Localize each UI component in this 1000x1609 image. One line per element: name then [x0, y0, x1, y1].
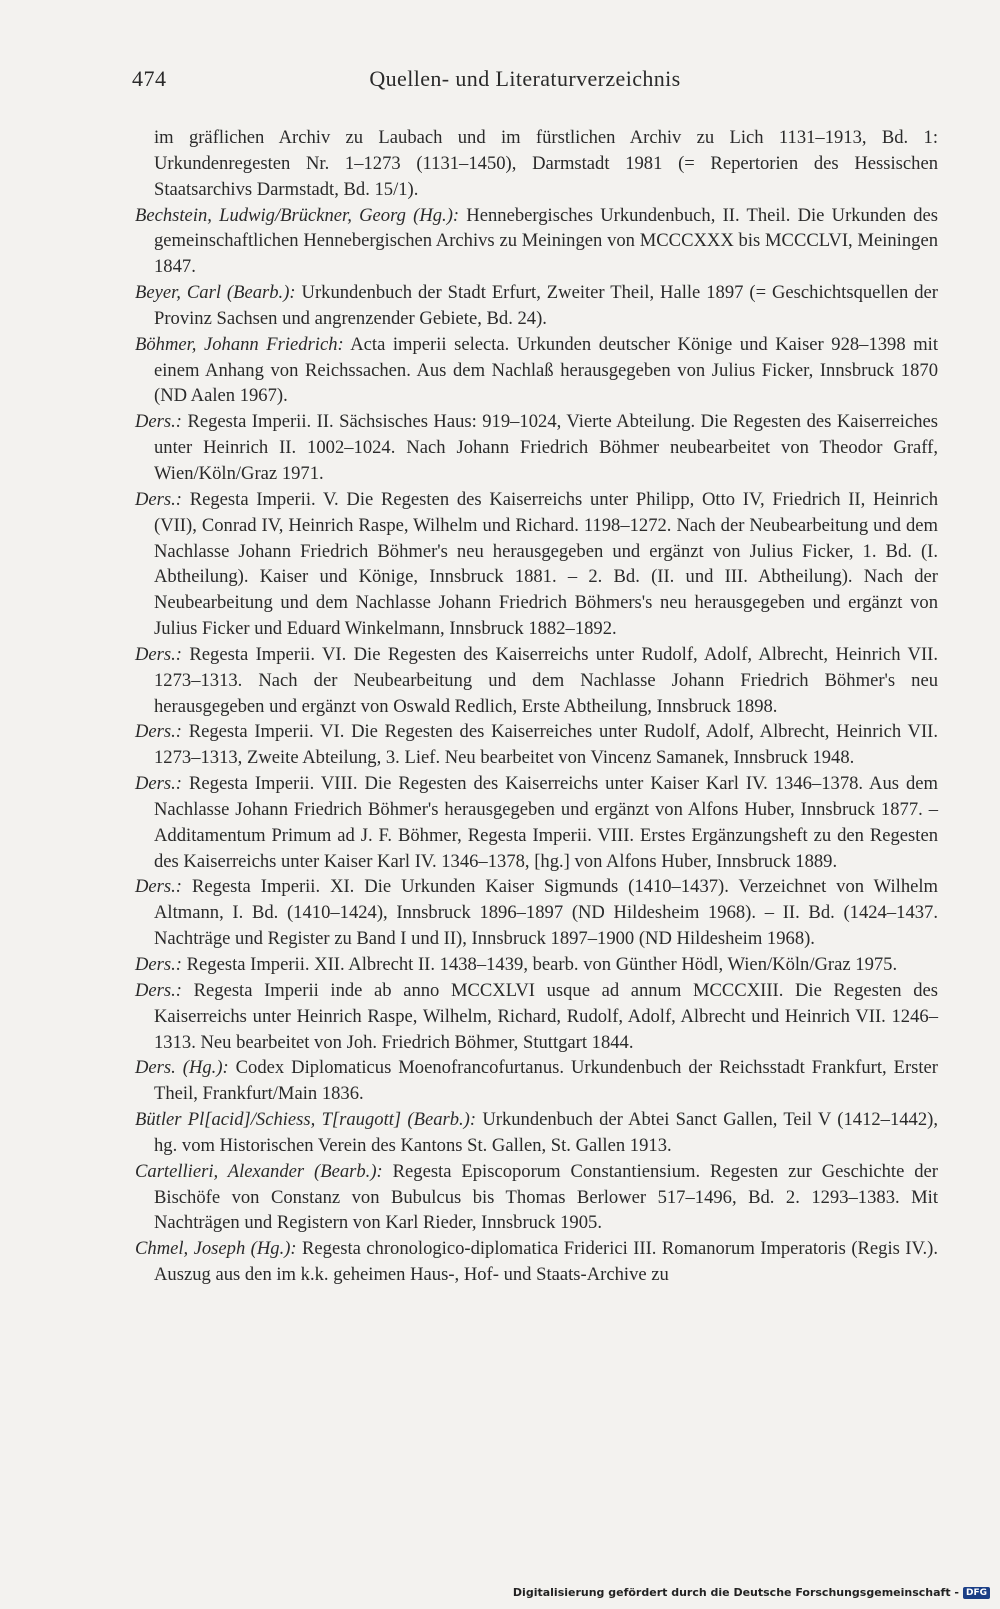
entry-text: im gräflichen Archiv zu Laubach und im fürstlichen Archiv zu Lich 1131–1913, Bd. 1: Urkundenregesten Nr. 1–1273 (1131–1450), Darmstadt 1981 (= Repertorien des Hessischen Staatsarchivs Darmstadt, Bd. 15/1). — [154, 127, 938, 200]
bibliography-entry — [135, 280, 938, 332]
entry-author: Beyer, Carl (Bearb.): — [135, 282, 296, 304]
bibliography-entry — [135, 1055, 938, 1107]
digitization-footer — [513, 1586, 990, 1599]
entry-author: Ders.: — [135, 721, 182, 743]
bibliography-entry — [135, 978, 938, 1056]
entry-text: Regesta Imperii. VI. Die Regesten des Kaiserreichs unter Rudolf, Adolf, Albrecht, Heinrich VII. 1273–1313. Nach der Neubearbeitung und dem Nachlasse Johann Friedrich Böhmer's neu herausgegeben und ergänzt von Oswald Redlich, Erste Abtheilung, Innsbruck 1898. — [154, 643, 938, 717]
entry-author: Ders.: — [135, 488, 182, 510]
bibliography-entry — [135, 409, 938, 487]
page-number: 474 — [132, 66, 167, 91]
entry-text: Hennebergisches Urkundenbuch, II. Theil. Die Urkunden des gemeinschaftlichen Hennebergischen Archivs zu Meiningen von MCCCXXX bis MCCCLVI, Meiningen 1847. — [154, 204, 939, 278]
entry-text: Regesta Episcoporum Constantiensium. Regesten zur Geschichte der Bischöfe von Constanz von Bubulcus bis Thomas Berlower 517–1496, Bd. 2. 1293–1383. Mit Nachträgen und Registern von Karl Rieder, Innsbruck 1905. — [154, 1160, 938, 1234]
entry-text: Regesta Imperii. VI. Die Regesten des Kaiserreiches unter Rudolf, Adolf, Albrecht, Heinrich VII. 1273–1313, Zweite Abteilung, 3. Lief. Neu bearbeitet von Vincenz Samanek, Innsbruck 1948. — [154, 721, 938, 769]
bibliography-entry — [135, 874, 938, 952]
entry-author: Ders.: — [135, 773, 182, 795]
bibliography-entry — [135, 1236, 938, 1288]
entry-text: Urkundenbuch der Abtei Sanct Gallen, Teil V (1412–1442), hg. vom Historischen Verein des Kantons St. Gallen, St. Gallen 1913. — [154, 1109, 938, 1156]
entry-text: Codex Diplomaticus Moenofrancofurtanus. Urkundenbuch der Reichsstadt Frankfurt, Erster Theil, Frankfurt/Main 1836. — [154, 1057, 938, 1105]
entry-author: Bütler Pl[acid]/Schiess, T[raugott] (Bearb.): — [135, 1109, 477, 1131]
entry-text: Acta imperii selecta. Urkunden deutscher Könige und Kaiser 928–1398 mit einem Anhang von Reichssachen. Aus dem Nachlaß herausgegeben von Julius Ficker, Innsbruck 1870 (ND Aalen 1967). — [154, 333, 938, 407]
entry-author: Ders.: — [135, 979, 182, 1001]
bibliography-entry — [135, 771, 938, 874]
entry-author: Ders. (Hg.): — [135, 1057, 229, 1079]
entry-text: Regesta Imperii. II. Sächsisches Haus: 919–1024, Vierte Abteilung. Die Regesten des Kaiserreiches unter Heinrich II. 1002–1024. Nach Johann Friedrich Böhmer neubearbeitet von Theodor Graff, Wien/Köln/Graz 1971. — [154, 411, 938, 484]
bibliography-list — [135, 125, 938, 1288]
page-header — [132, 66, 918, 102]
entry-text: Regesta Imperii. V. Die Regesten des Kaiserreichs unter Philipp, Otto IV, Friedrich II, Heinrich (VII), Conrad IV, Heinrich Raspe, Wilhelm und Richard. 1198–1272. Nach der Neubearbeitung und dem Nachlasse Johann Friedrich Böhmer's neu herausgegeben und ergänzt von Julius Ficker, 1. Bd. (I. Abtheilung). Kaiser und Könige, Innsbruck 1881. – 2. Bd. (II. und III. Abtheilung). Nach der Neubearbeitung und dem Nachlasse Johann Friedrich Böhmers's neu herausgegeben und ergänzt von Julius Ficker und Eduard Winkelmann, Innsbruck 1882–1892. — [154, 488, 938, 640]
bibliography-entry — [135, 332, 938, 410]
entry-text: Regesta Imperii. XII. Albrecht II. 1438–1439, bearb. von Günther Hödl, Wien/Köln/Graz 1975. — [182, 954, 898, 975]
entry-author: Ders.: — [135, 876, 182, 898]
bibliography-entry — [135, 719, 938, 771]
bibliography-entry — [135, 952, 938, 978]
bibliography-entry — [135, 1107, 938, 1159]
entry-text: Regesta Imperii inde ab anno MCCXLVI usque ad annum MCCCXIII. Die Regesten des Kaiserreichs unter Heinrich Raspe, Wilhelm, Richard, Rudolf, Adolf, Albrecht und Heinrich VII. 1246–1313. Neu bearbeitet von Joh. Friedrich Böhmer, Stuttgart 1844. — [154, 979, 938, 1053]
entry-text: Urkundenbuch der Stadt Erfurt, Zweiter Theil, Halle 1897 (= Geschichtsquellen der Provinz Sachsen und angrenzender Gebiete, Bd. 24). — [154, 282, 938, 329]
entry-text: Regesta chronologico-diplomatica Friderici III. Romanorum Imperatoris (Regis IV.). Auszug aus den im k.k. geheimen Haus-, Hof- und Staats-Archive zu — [154, 1238, 939, 1286]
bibliography-entry — [135, 487, 938, 642]
entry-text: Regesta Imperii. XI. Die Urkunden Kaiser Sigmunds (1410–1437). Verzeichnet von Wilhelm Altmann, I. Bd. (1410–1424), Innsbruck 1896–1897 (ND Hildesheim 1968). – II. Bd. (1424–1437. Nachträge und Register zu Band I und II), Innsbruck 1897–1900 (ND Hildesheim 1968). — [154, 876, 938, 950]
entry-text: Regesta Imperii. VIII. Die Regesten des Kaiserreichs unter Kaiser Karl IV. 1346–1378. Aus dem Nachlasse Johann Friedrich Böhmer's herausgegeben und ergänzt von Alfons Huber, Innsbruck 1877. – Additamentum Primum ad J. F. Böhmer, Regesta Imperii. VIII. Erstes Ergänzungsheft zu den Regesten des Kaiserreichs unter Kaiser Karl IV. 1346–1378, [hg.] von Alfons Huber, Innsbruck 1889. — [154, 773, 938, 872]
bibliography-entry — [135, 125, 938, 203]
bibliography-entry — [135, 203, 938, 281]
entry-author: Ders.: — [135, 954, 182, 975]
entry-author: Bechstein, Ludwig/Brückner, Georg (Hg.): — [135, 204, 460, 226]
entry-author: Chmel, Joseph (Hg.): — [135, 1238, 297, 1260]
entry-author: Ders.: — [135, 643, 182, 665]
entry-author: Ders.: — [135, 411, 182, 433]
footer-text: Digitalisierung gefördert durch die Deutsche Forschungsgemeinschaft - — [512, 1586, 959, 1599]
bibliography-entry — [135, 642, 938, 720]
entry-author: Böhmer, Johann Friedrich: — [135, 333, 344, 355]
running-title: Quellen- und Literaturverzeichnis — [369, 66, 681, 91]
entry-author: Cartellieri, Alexander (Bearb.): — [135, 1160, 383, 1182]
dfg-logo: DFG — [963, 1587, 990, 1599]
bibliography-entry — [135, 1159, 938, 1237]
